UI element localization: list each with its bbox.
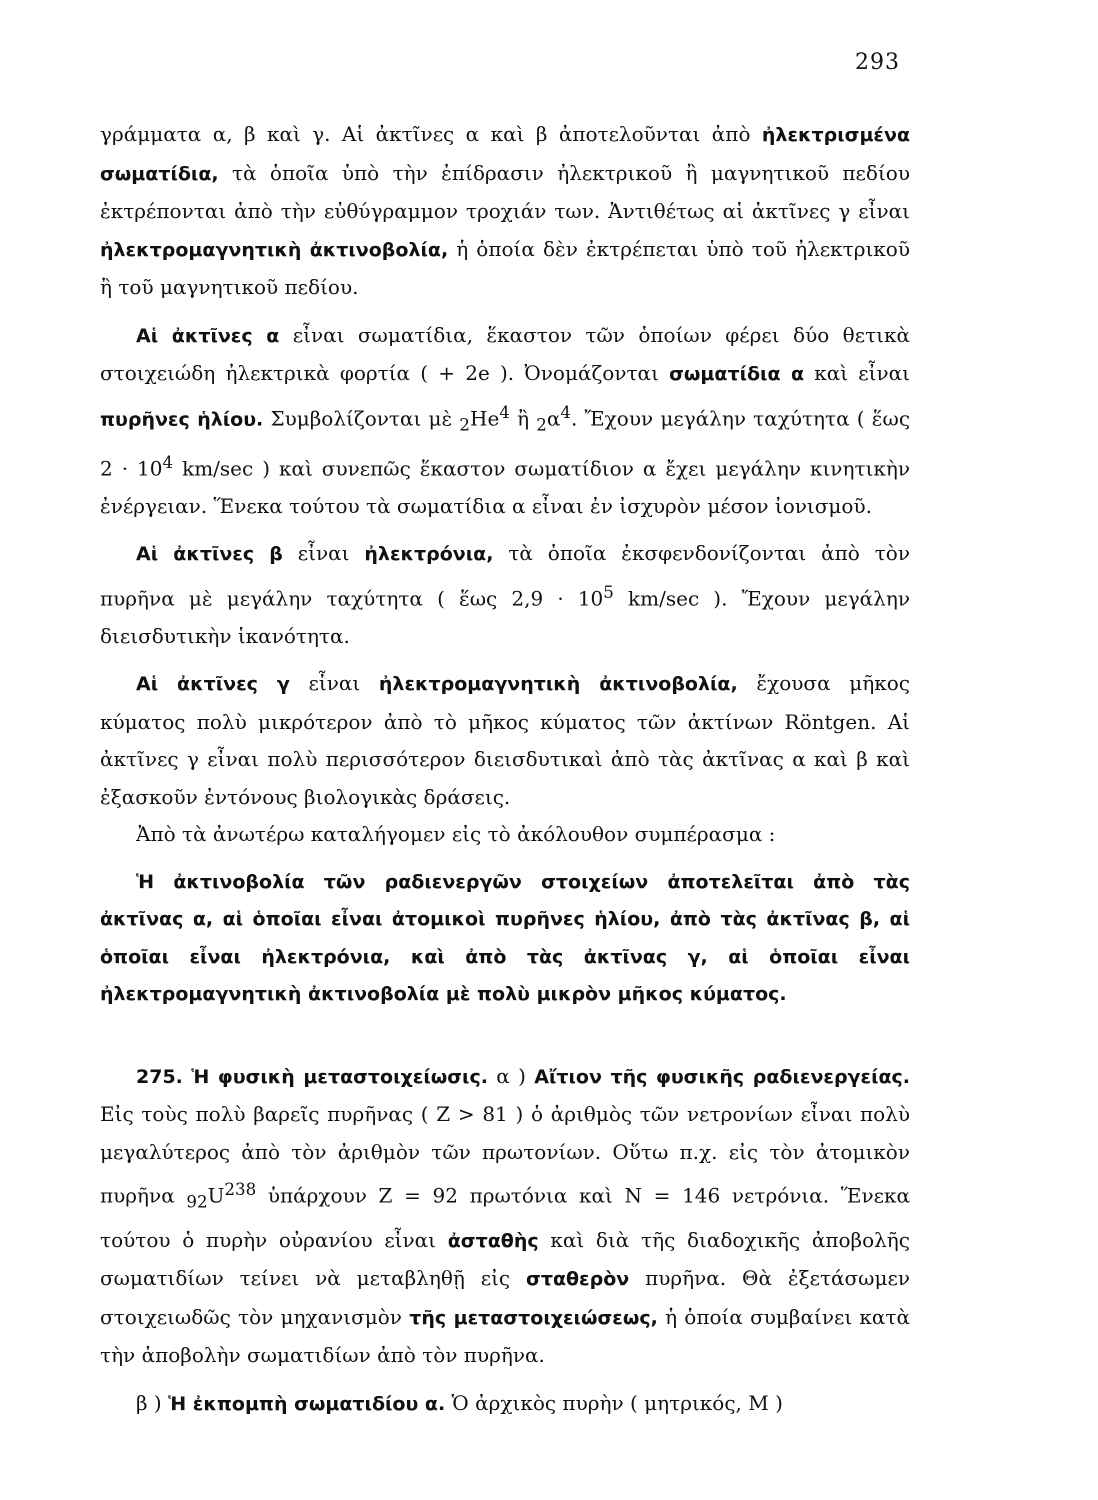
text-run: τὰ ὁποῖα ἐκσφενδονίζονται ἀπὸ τὸν πυρῆνα μὲ μεγάλην ταχύτητα ( ἕως 2,9 · 10 <box>100 541 910 611</box>
text-run: ἢ <box>509 406 537 431</box>
text-run: τὰ ὁποῖα ὑπὸ τὴν ἐπίδρασιν ἠλεκτρικοῦ ἢ μαγνητικοῦ πεδίου ἐκτρέπονται ἀπὸ τὴν εὐθύγραμμον τροχιάν των. Ἀντιθέτως αἱ ἀκτῖνες γ εἶναι <box>100 160 910 223</box>
mass-number: 4 <box>560 402 571 422</box>
paragraph-conclusion-intro: Ἀπὸ τὰ ἀνωτέρω καταλήγομεν εἰς τὸ ἀκόλουθον συμπέρασμα : <box>136 822 776 847</box>
text-run: ὑπάρχουν Z = 92 πρωτόνια καὶ N = 146 νετρόνια. Ἕνεκα τούτου ὁ πυρὴν οὐρανίου εἶναι <box>100 1184 910 1252</box>
section-number: 275. <box>136 1065 183 1088</box>
bold-term: Αἱ ἀκτῖνες α <box>136 324 280 347</box>
subsection-title: Ἡ ἐκπομπὴ σωματιδίου α. <box>168 1392 446 1415</box>
text-run: Συμβολίζονται μὲ <box>263 406 460 431</box>
atomic-number: 92 <box>186 1193 208 1213</box>
subsection-label: α ) <box>487 1063 535 1088</box>
bold-term: σταθερὸν <box>526 1268 630 1291</box>
paragraph-gamma-rays <box>100 665 910 816</box>
subsection-label: β ) <box>136 1390 169 1415</box>
text-run: Εἰς τοὺς πολὺ βαρεῖς πυρῆνας ( Z > 81 ) ὁ ἀριθμὸς τῶν νετρονίων εἶναι πολὺ μεγαλύτερος ἀπὸ τὸν ἀριθμὸν τῶν πρωτονίων. Οὕτω π.χ. εἰς τὸν ἀτομικὸν πυρῆνα <box>100 1102 910 1209</box>
text-run: εἶναι σωματίδια, ἕκαστον τῶν ὁποίων φέρει δύο θετικὰ στοιχειώδη ἠλεκτρικὰ φορτία ( + 2e ). Ὀνομάζονται <box>100 322 910 385</box>
text-run: γράμματα α, β καὶ γ. Αἱ ἀκτῖνες α καὶ β ἀποτελοῦνται ἀπὸ <box>100 122 762 146</box>
element-symbol: U <box>207 1184 225 1209</box>
bold-term: σωματίδια α <box>669 363 805 385</box>
bold-term: Αἱ ἀκτῖνες γ <box>136 673 290 696</box>
bold-term: ἠλεκτρομαγνητικὴ ἀκτινοβολία, <box>100 238 449 261</box>
text-run: εἶναι <box>282 541 365 566</box>
text-run: km/sec ) καὶ συνεπῶς ἕκαστον σωματίδιον α ἔχει μεγάλην κινητικὴν ἐνέργειαν. Ἕνεκα τούτου τὰ σωματίδια α εἶναι ἐν ἰσχυρὸν μέσον ἰονισμοῦ. <box>100 456 910 518</box>
exponent: 5 <box>603 582 614 602</box>
paragraph-beta-rays <box>100 535 910 655</box>
text-run: καὶ εἶναι <box>804 361 910 385</box>
bold-term: πυρῆνες ἡλίου. <box>100 408 264 431</box>
text-run: ἡ ὁποία δὲν ἐκτρέπεται ὑπὸ τοῦ ἠλεκτρικοῦ ἢ τοῦ μαγνητικοῦ πεδίου. <box>100 236 910 299</box>
bold-term: τῆς μεταστοιχειώσεως, <box>409 1306 658 1329</box>
bold-term: ἠλεκτρισμένα σωματίδια, <box>100 124 910 185</box>
subsection-title: Αἴτιον τῆς φυσικῆς ραδιενεργείας. <box>534 1065 911 1088</box>
element-symbol: He <box>470 406 500 431</box>
text-run: ἔχουσα μῆκος κύματος πολὺ μικρότερον ἀπὸ τὸ μῆκος κύματος τῶν ἀκτίνων Röntgen. Αἱ ἀκτῖνες γ εἶναι πολὺ περισσότερον διεισδυτικαὶ ἀπὸ τὰς ἀκτῖνας α καὶ β καὶ ἐξασκοῦν ἐντόνους βιολογικὰς δράσεις. <box>100 671 910 809</box>
paragraph-alpha-rays <box>100 317 910 526</box>
text-run: καὶ διὰ τῆς διαδοχικῆς ἀποβολῆς σωματιδίων τείνει νὰ μεταβληθῇ εἰς <box>100 1227 910 1291</box>
atomic-number: 2 <box>536 415 547 435</box>
section-275 <box>100 1058 910 1375</box>
mass-number: 4 <box>499 402 510 422</box>
paragraph-conclusion: Ἡ ἀκτινοβολία τῶν ραδιενεργῶν στοιχείων ἀποτελεῖται ἀπὸ τὰς ἀκτῖνας α, αἱ ὁποῖαι εἶναι ἀτομικοὶ πυρῆνες ἡλίου, ἀπὸ τὰς ἀκτῖνας β, αἱ ὁποῖαι εἶναι ἠλεκτρόνια, καὶ ἀπὸ τὰς ἀκτῖνας γ, αἱ ὁποῖαι εἶναι ἠλεκτρομαγνητικὴ ἀκτινοβολία μὲ πολὺ μικρὸν μῆκος κύματος. <box>100 870 910 1006</box>
page-body <box>100 116 910 1423</box>
bold-term: ἀσταθὴς <box>447 1229 539 1252</box>
page-number: 293 <box>855 50 900 75</box>
text-run: ἡ ὁποία συμβαίνει κατὰ τὴν ἀποβολὴν σωματιδίων ἀπὸ τὸν πυρῆνα. <box>100 1304 910 1368</box>
text-run: Ὁ ἀρχικὸς πυρὴν ( μητρικός, M ) <box>445 1390 783 1415</box>
bold-term: ἠλεκτρομαγνητικὴ ἀκτινοβολία, <box>378 673 738 696</box>
bold-term: ἠλεκτρόνια, <box>364 543 494 566</box>
text-run: . Ἔχουν μεγάλην ταχύτητα ( ἕως 2 · 10 <box>100 406 911 481</box>
text-run: km/sec ). Ἔχουν μεγάλην διεισδυτικὴν ἱκανότητα. <box>100 586 910 648</box>
section-title: Ἡ φυσικὴ μεταστοιχείωσις. <box>191 1065 488 1088</box>
text-run: πυρῆνα. Θὰ ἐξετάσωμεν στοιχειωδῶς τὸν μηχανισμὸν <box>100 1266 910 1329</box>
atomic-number: 2 <box>459 415 471 435</box>
exponent: 4 <box>162 452 174 472</box>
mass-number: 238 <box>224 1180 257 1200</box>
element-symbol: α <box>546 406 561 431</box>
paragraph-radiation-types <box>100 116 910 307</box>
paragraph-alpha-emission <box>100 1385 910 1424</box>
text-run: εἶναι <box>289 671 379 696</box>
bold-term: Αἱ ἀκτῖνες β <box>136 543 283 566</box>
